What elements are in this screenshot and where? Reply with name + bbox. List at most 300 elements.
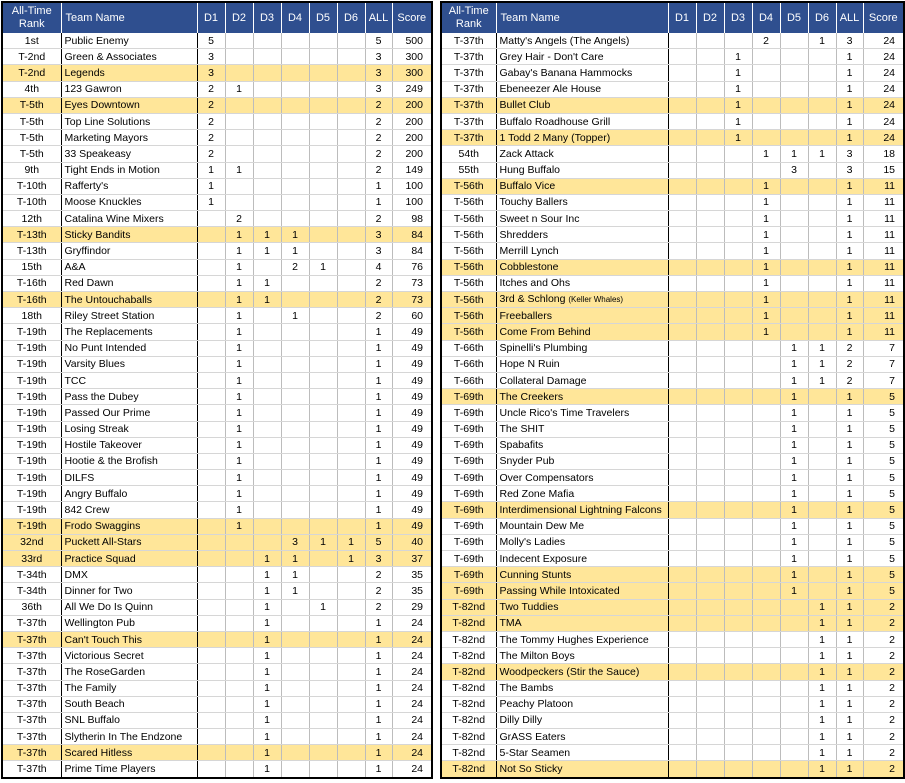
division-d1-cell — [668, 97, 696, 113]
team-name: 3rd & Schlong — [499, 293, 566, 306]
rank-cell: T-56th — [441, 292, 496, 308]
rank-cell: T-16th — [2, 292, 61, 308]
all-count-cell: 5 — [365, 534, 392, 550]
division-d4-cell — [281, 680, 309, 696]
team-name-cell — [496, 243, 668, 259]
division-d3-cell — [724, 470, 752, 486]
team-name: Freeballers — [499, 309, 553, 322]
division-d1-cell — [668, 259, 696, 275]
division-d1-cell — [197, 470, 225, 486]
division-d2-cell — [225, 65, 253, 81]
division-d5-cell: 1 — [780, 470, 808, 486]
header-d6: D6 — [337, 2, 365, 33]
table-row — [441, 259, 904, 275]
division-d4-cell — [281, 664, 309, 680]
division-d2-cell — [225, 178, 253, 194]
division-d6-cell — [337, 567, 365, 583]
team-name-cell — [496, 324, 668, 340]
team-name-cell — [496, 631, 668, 647]
team-name: Peachy Platoon — [499, 698, 574, 711]
division-d2-cell — [696, 567, 724, 583]
division-d2-cell — [696, 162, 724, 178]
team-name: Moose Knuckles — [64, 196, 142, 209]
score-cell: 49 — [392, 389, 432, 405]
division-d5-cell — [309, 33, 337, 49]
all-count-cell: 2 — [365, 599, 392, 615]
team-name-cell — [61, 211, 197, 227]
division-d3-cell — [724, 518, 752, 534]
division-d4-cell — [281, 275, 309, 291]
team-name: Two Tuddies — [499, 601, 559, 614]
all-count-cell: 1 — [836, 275, 863, 291]
division-d3-cell: 1 — [253, 664, 281, 680]
score-cell: 73 — [392, 275, 432, 291]
division-d2-cell — [225, 648, 253, 664]
division-d4-cell — [281, 502, 309, 518]
division-d3-cell: 1 — [253, 696, 281, 712]
division-d3-cell — [253, 194, 281, 210]
division-d3-cell — [253, 356, 281, 372]
division-d2-cell — [696, 421, 724, 437]
division-d2-cell — [696, 486, 724, 502]
division-d6-cell — [337, 211, 365, 227]
division-d4-cell — [281, 712, 309, 728]
division-d5-cell — [309, 49, 337, 65]
division-d6-cell — [337, 372, 365, 388]
division-d3-cell — [724, 437, 752, 453]
team-name: 1 Todd 2 Many (Topper) — [499, 131, 611, 144]
division-d6-cell: 1 — [337, 551, 365, 567]
rank-cell: T-34th — [2, 583, 61, 599]
division-d6-cell — [808, 518, 836, 534]
team-name-cell — [496, 227, 668, 243]
score-cell: 24 — [863, 97, 904, 113]
division-d1-cell — [197, 502, 225, 518]
team-name: Frodo Swaggins — [64, 520, 141, 533]
team-name-cell — [61, 567, 197, 583]
rank-cell: T-37th — [2, 712, 61, 728]
rank-cell: T-2nd — [2, 65, 61, 81]
rank-cell: 15th — [2, 259, 61, 275]
division-d1-cell — [668, 502, 696, 518]
table-row — [2, 502, 432, 518]
division-d6-cell — [337, 405, 365, 421]
score-cell: 49 — [392, 340, 432, 356]
team-name-cell — [61, 680, 197, 696]
division-d6-cell: 1 — [808, 599, 836, 615]
division-d4-cell — [752, 567, 780, 583]
all-count-cell: 2 — [365, 275, 392, 291]
team-name-cell — [496, 583, 668, 599]
division-d2-cell — [696, 49, 724, 65]
table-row — [441, 130, 904, 146]
division-d1-cell: 3 — [197, 65, 225, 81]
team-name: Wellington Pub — [64, 617, 135, 630]
division-d6-cell — [808, 178, 836, 194]
team-name-cell — [496, 502, 668, 518]
score-cell: 18 — [863, 146, 904, 162]
division-d2-cell: 1 — [225, 486, 253, 502]
division-d5-cell: 1 — [780, 437, 808, 453]
score-cell: 49 — [392, 356, 432, 372]
all-count-cell: 1 — [836, 211, 863, 227]
division-d5-cell — [309, 340, 337, 356]
division-d1-cell — [197, 389, 225, 405]
table-row — [2, 453, 432, 469]
division-d4-cell — [752, 453, 780, 469]
all-count-cell: 1 — [836, 405, 863, 421]
rank-cell: T-69th — [441, 470, 496, 486]
score-cell: 5 — [863, 470, 904, 486]
table-row — [2, 615, 432, 631]
table-row — [441, 599, 904, 615]
team-name-cell — [61, 243, 197, 259]
division-d3-cell — [724, 421, 752, 437]
division-d1-cell — [668, 470, 696, 486]
division-d6-cell: 1 — [808, 664, 836, 680]
header-d5: D5 — [780, 2, 808, 33]
all-count-cell: 1 — [836, 470, 863, 486]
table-row — [441, 712, 904, 728]
division-d4-cell: 1 — [752, 275, 780, 291]
division-d3-cell — [724, 534, 752, 550]
table-row — [441, 211, 904, 227]
rank-cell: T-69th — [441, 583, 496, 599]
division-d5-cell — [780, 65, 808, 81]
division-d6-cell — [808, 437, 836, 453]
table-row — [441, 324, 904, 340]
team-name-cell — [496, 729, 668, 745]
division-d5-cell — [780, 178, 808, 194]
team-name: DMX — [64, 568, 88, 581]
division-d3-cell — [724, 178, 752, 194]
all-count-cell: 1 — [365, 631, 392, 647]
all-count-cell: 1 — [836, 664, 863, 680]
division-d3-cell — [724, 275, 752, 291]
rank-cell: T-34th — [2, 567, 61, 583]
division-d6-cell — [337, 470, 365, 486]
all-count-cell: 1 — [836, 551, 863, 567]
division-d1-cell — [668, 194, 696, 210]
division-d5-cell: 1 — [780, 551, 808, 567]
all-count-cell: 1 — [365, 470, 392, 486]
division-d1-cell — [197, 308, 225, 324]
division-d2-cell — [225, 599, 253, 615]
division-d4-cell — [281, 81, 309, 97]
score-cell: 24 — [392, 680, 432, 696]
rank-cell: T-13th — [2, 227, 61, 243]
score-cell: 5 — [863, 405, 904, 421]
division-d5-cell — [309, 712, 337, 728]
all-count-cell: 2 — [365, 146, 392, 162]
score-cell: 24 — [392, 745, 432, 761]
team-name: Slytherin In The Endzone — [64, 730, 183, 743]
division-d6-cell — [808, 486, 836, 502]
division-d2-cell — [696, 648, 724, 664]
table-row — [441, 745, 904, 761]
team-name: Legends — [64, 66, 105, 79]
division-d1-cell — [197, 405, 225, 421]
division-d5-cell — [309, 194, 337, 210]
division-d6-cell: 1 — [808, 33, 836, 49]
division-d4-cell — [752, 631, 780, 647]
rank-cell: T-56th — [441, 275, 496, 291]
rank-cell: T-82nd — [441, 615, 496, 631]
division-d2-cell — [696, 211, 724, 227]
division-d1-cell — [668, 389, 696, 405]
score-cell: 11 — [863, 178, 904, 194]
table-row — [2, 146, 432, 162]
division-d5-cell: 1 — [780, 567, 808, 583]
table-row — [441, 615, 904, 631]
team-name: South Beach — [64, 698, 125, 711]
team-name-cell — [61, 648, 197, 664]
score-cell: 24 — [392, 615, 432, 631]
division-d1-cell — [197, 712, 225, 728]
table-row — [2, 275, 432, 291]
table-row — [2, 761, 432, 778]
division-d3-cell: 1 — [724, 65, 752, 81]
division-d6-cell — [808, 470, 836, 486]
table-row — [2, 211, 432, 227]
division-d2-cell — [696, 113, 724, 129]
rank-cell: T-37th — [441, 113, 496, 129]
division-d2-cell — [225, 146, 253, 162]
rank-cell: T-56th — [441, 194, 496, 210]
division-d3-cell: 1 — [724, 130, 752, 146]
division-d4-cell — [752, 389, 780, 405]
header-d1: D1 — [197, 2, 225, 33]
division-d4-cell — [281, 615, 309, 631]
division-d6-cell — [337, 113, 365, 129]
division-d4-cell: 1 — [752, 259, 780, 275]
division-d6-cell — [808, 453, 836, 469]
division-d3-cell — [724, 227, 752, 243]
division-d6-cell — [337, 243, 365, 259]
table-row — [441, 405, 904, 421]
rank-cell: T-37th — [2, 664, 61, 680]
team-name: Hootie & the Brofish — [64, 455, 158, 468]
division-d4-cell — [281, 33, 309, 49]
division-d3-cell — [724, 696, 752, 712]
division-d3-cell — [724, 146, 752, 162]
division-d3-cell — [724, 324, 752, 340]
score-cell: 2 — [863, 712, 904, 728]
division-d3-cell — [253, 470, 281, 486]
team-name: The RoseGarden — [64, 665, 146, 678]
division-d3-cell: 1 — [253, 583, 281, 599]
header-all: ALL — [836, 2, 863, 33]
all-count-cell: 3 — [365, 81, 392, 97]
rank-cell: T-5th — [2, 113, 61, 129]
division-d1-cell — [668, 615, 696, 631]
division-d3-cell — [253, 65, 281, 81]
team-name: Cunning Stunts — [499, 568, 572, 581]
score-cell: 84 — [392, 227, 432, 243]
table-row — [441, 65, 904, 81]
all-count-cell: 2 — [365, 583, 392, 599]
all-count-cell: 1 — [836, 389, 863, 405]
division-d6-cell — [808, 421, 836, 437]
division-d3-cell — [724, 33, 752, 49]
division-d5-cell: 1 — [780, 340, 808, 356]
division-d2-cell — [696, 470, 724, 486]
all-count-cell: 1 — [365, 696, 392, 712]
rank-cell: T-19th — [2, 502, 61, 518]
team-name-cell — [496, 33, 668, 49]
all-count-cell: 1 — [836, 502, 863, 518]
team-name: Sweet n Sour Inc — [499, 212, 580, 225]
table-row — [441, 81, 904, 97]
division-d1-cell — [668, 162, 696, 178]
table-row — [441, 437, 904, 453]
rank-cell: T-37th — [2, 696, 61, 712]
division-d1-cell — [197, 745, 225, 761]
all-count-cell: 1 — [836, 486, 863, 502]
division-d1-cell — [197, 518, 225, 534]
division-d4-cell: 1 — [281, 308, 309, 324]
division-d6-cell: 1 — [808, 680, 836, 696]
rank-cell: T-19th — [2, 437, 61, 453]
score-cell: 7 — [863, 340, 904, 356]
division-d5-cell: 1 — [309, 259, 337, 275]
rank-cell: 9th — [2, 162, 61, 178]
division-d6-cell — [808, 275, 836, 291]
all-count-cell: 1 — [836, 178, 863, 194]
team-name: 123 Gawron — [64, 83, 122, 96]
team-name: The Bambs — [499, 682, 554, 695]
division-d6-cell — [808, 583, 836, 599]
division-d1-cell — [668, 356, 696, 372]
division-d5-cell — [309, 583, 337, 599]
score-cell: 2 — [863, 680, 904, 696]
division-d1-cell — [668, 292, 696, 308]
division-d6-cell — [337, 502, 365, 518]
team-name: Bullet Club — [499, 99, 551, 112]
division-d5-cell — [780, 97, 808, 113]
division-d4-cell — [281, 97, 309, 113]
division-d1-cell — [668, 712, 696, 728]
score-cell: 49 — [392, 372, 432, 388]
table-row — [441, 696, 904, 712]
division-d3-cell — [724, 729, 752, 745]
team-name-cell — [496, 292, 668, 308]
all-count-cell: 1 — [365, 729, 392, 745]
division-d5-cell: 1 — [780, 146, 808, 162]
team-name: The Creekers — [499, 390, 564, 403]
table-row — [441, 372, 904, 388]
division-d6-cell — [337, 583, 365, 599]
division-d5-cell — [309, 275, 337, 291]
division-d4-cell — [752, 729, 780, 745]
team-name-cell — [496, 97, 668, 113]
division-d3-cell — [253, 211, 281, 227]
division-d1-cell — [197, 551, 225, 567]
division-d1-cell — [668, 113, 696, 129]
score-cell: 24 — [863, 49, 904, 65]
score-cell: 24 — [392, 729, 432, 745]
division-d5-cell — [780, 761, 808, 778]
division-d6-cell — [808, 162, 836, 178]
table-row — [2, 583, 432, 599]
table-row — [441, 486, 904, 502]
division-d3-cell — [253, 81, 281, 97]
team-name: Spabafits — [499, 439, 544, 452]
division-d4-cell — [752, 49, 780, 65]
division-d3-cell: 1 — [253, 761, 281, 778]
division-d1-cell — [668, 486, 696, 502]
division-d1-cell — [668, 518, 696, 534]
score-cell: 60 — [392, 308, 432, 324]
division-d3-cell: 1 — [253, 599, 281, 615]
all-count-cell: 2 — [365, 211, 392, 227]
score-cell: 5 — [863, 518, 904, 534]
division-d1-cell — [668, 146, 696, 162]
team-name-cell — [61, 292, 197, 308]
rank-cell: T-19th — [2, 486, 61, 502]
division-d1-cell — [197, 648, 225, 664]
team-name-cell — [61, 437, 197, 453]
header-row — [2, 2, 432, 33]
division-d4-cell — [752, 696, 780, 712]
team-name: Rafferty's — [64, 180, 109, 193]
rank-cell: T-56th — [441, 324, 496, 340]
division-d4-cell — [752, 162, 780, 178]
score-cell: 5 — [863, 453, 904, 469]
division-d3-cell: 1 — [253, 615, 281, 631]
table-row — [2, 729, 432, 745]
division-d1-cell — [197, 292, 225, 308]
rank-cell: T-37th — [2, 745, 61, 761]
division-d4-cell — [752, 583, 780, 599]
team-name: Catalina Wine Mixers — [64, 212, 164, 225]
team-name: Public Enemy — [64, 34, 129, 47]
score-cell: 76 — [392, 259, 432, 275]
division-d4-cell — [752, 356, 780, 372]
team-name-cell — [496, 372, 668, 388]
team-name-cell — [61, 275, 197, 291]
division-d6-cell — [808, 551, 836, 567]
team-name-cell — [496, 421, 668, 437]
all-count-cell: 2 — [365, 292, 392, 308]
header-row — [441, 2, 904, 33]
division-d6-cell — [337, 178, 365, 194]
division-d3-cell — [724, 599, 752, 615]
table-row — [2, 259, 432, 275]
score-cell: 24 — [863, 130, 904, 146]
division-d4-cell — [752, 551, 780, 567]
table-row — [441, 518, 904, 534]
score-cell: 11 — [863, 324, 904, 340]
division-d2-cell — [696, 81, 724, 97]
division-d1-cell — [668, 437, 696, 453]
division-d4-cell — [281, 113, 309, 129]
division-d6-cell: 1 — [808, 356, 836, 372]
division-d1-cell — [668, 227, 696, 243]
division-d2-cell — [696, 405, 724, 421]
division-d2-cell — [696, 745, 724, 761]
rank-cell: T-69th — [441, 389, 496, 405]
division-d4-cell — [752, 65, 780, 81]
all-count-cell: 1 — [836, 761, 863, 778]
division-d1-cell — [668, 631, 696, 647]
table-row — [441, 292, 904, 308]
division-d4-cell — [752, 502, 780, 518]
division-d6-cell — [337, 194, 365, 210]
team-name: Buffalo Roadhouse Grill — [499, 115, 611, 128]
division-d2-cell — [225, 583, 253, 599]
header-d5: D5 — [309, 2, 337, 33]
